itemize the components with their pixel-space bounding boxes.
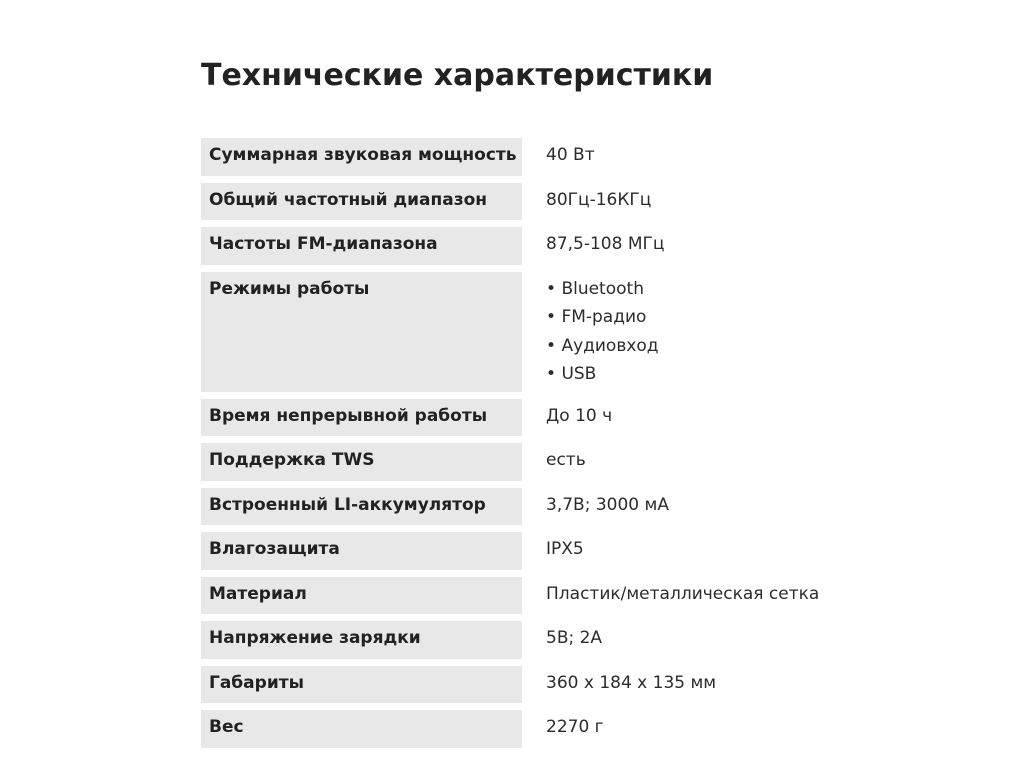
spec-label: Напряжение зарядки <box>201 621 522 659</box>
spec-label: Общий частотный диапазон <box>201 183 522 221</box>
spec-value: 80Гц-16КГц <box>546 189 652 210</box>
spec-label: Суммарная звуковая мощность <box>201 138 522 176</box>
spec-value: 40 Вт <box>546 145 595 165</box>
spec-row-dimensions <box>201 666 841 704</box>
spec-value: есть <box>546 450 586 470</box>
spec-value-list <box>522 272 841 392</box>
page-title: Технические характеристики <box>201 58 714 93</box>
spec-row-total-power <box>201 138 841 176</box>
spec-label: Габариты <box>201 666 522 704</box>
spec-label: Материал <box>201 577 522 615</box>
spec-row-material <box>201 577 841 615</box>
spec-value: Пластик/металлическая сетка <box>546 583 820 604</box>
spec-row-modes <box>201 272 841 392</box>
mode-list <box>546 275 841 389</box>
spec-value: IPX5 <box>546 539 584 559</box>
list-item: • Аудиовход <box>546 332 841 361</box>
list-item: • Bluetooth <box>546 275 841 304</box>
spec-row-runtime <box>201 399 841 437</box>
spec-row-weight <box>201 710 841 748</box>
spec-label: Поддержка TWS <box>201 443 522 481</box>
spec-row-battery <box>201 488 841 526</box>
list-item: • USB <box>546 360 841 389</box>
spec-label: Влагозащита <box>201 532 522 570</box>
spec-value: 3,7В; 3000 мА <box>546 494 669 515</box>
spec-label: Режимы работы <box>201 272 522 392</box>
spec-value: До 10 ч <box>546 405 613 426</box>
list-item: • FM-радио <box>546 303 841 332</box>
spec-row-water-protection <box>201 532 841 570</box>
spec-row-tws <box>201 443 841 481</box>
spec-table <box>201 131 841 755</box>
spec-value: 360 x 184 x 135 мм <box>546 672 717 693</box>
spec-label: Время непрерывной работы <box>201 399 522 437</box>
spec-label: Вес <box>201 710 522 748</box>
spec-row-frequency-range <box>201 183 841 221</box>
spec-label: Встроенный LI-аккумулятор <box>201 488 522 526</box>
spec-value: 2270 г <box>546 717 604 737</box>
spec-row-fm-frequencies <box>201 227 841 265</box>
spec-label: Частоты FM-диапазона <box>201 227 522 265</box>
spec-value: 5В; 2А <box>546 628 603 648</box>
spec-value: 87,5-108 МГц <box>546 234 665 254</box>
spec-row-charging-voltage <box>201 621 841 659</box>
